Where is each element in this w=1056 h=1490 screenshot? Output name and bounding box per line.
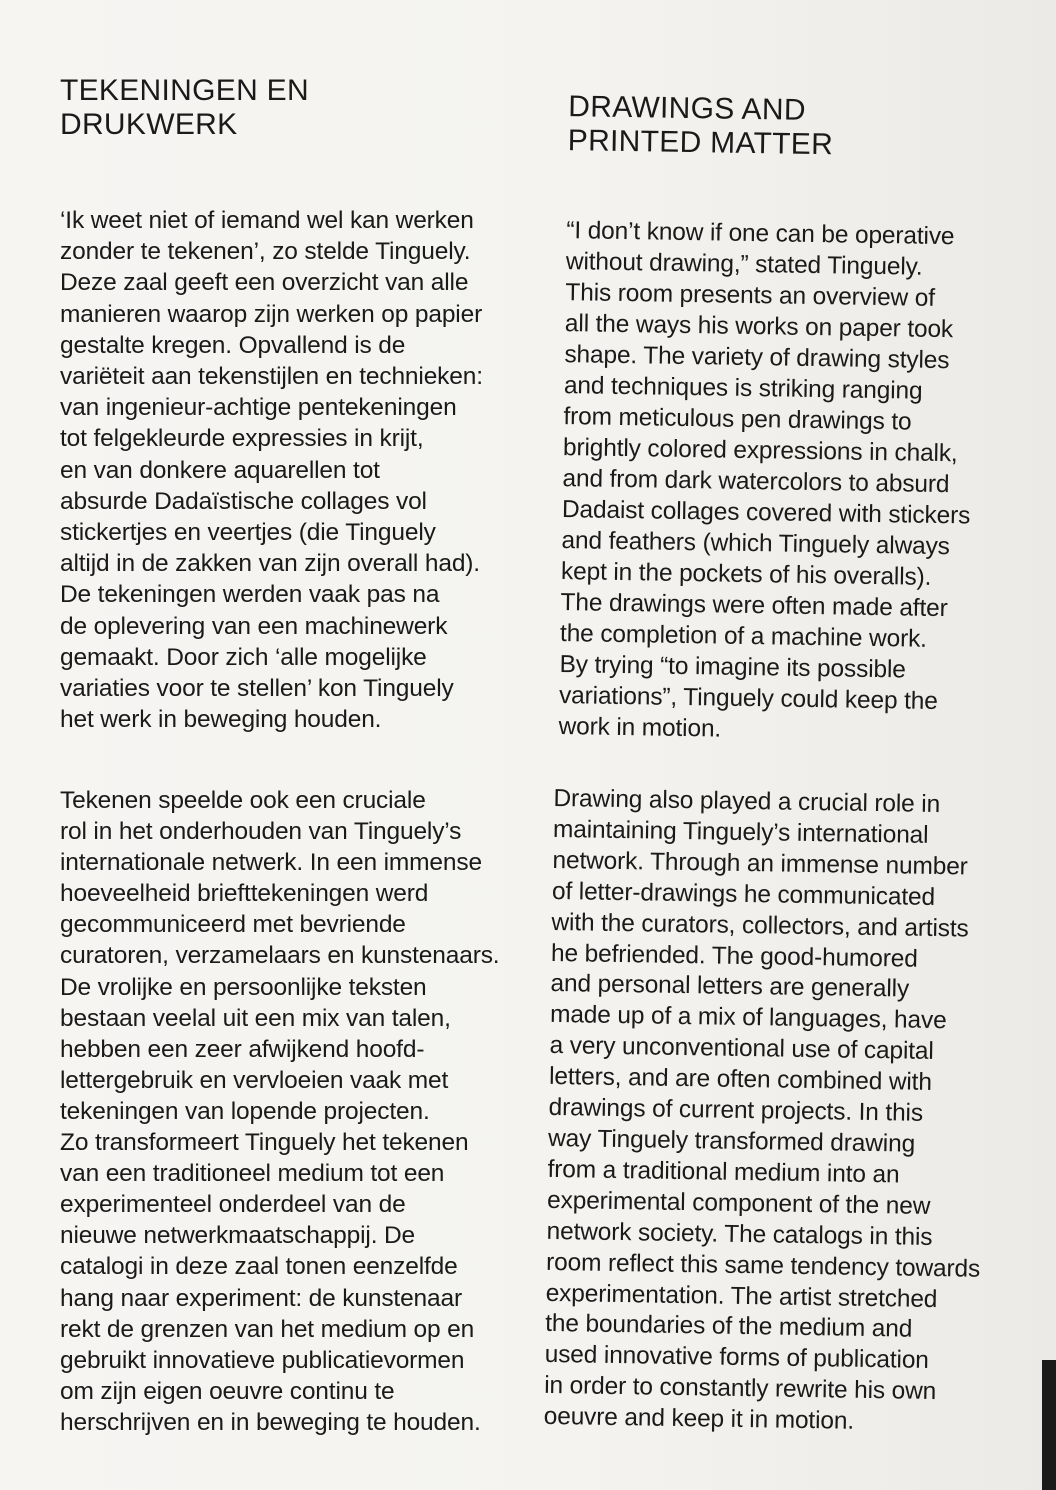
- dutch-title: TEKENINGEN EN DRUKWERK: [60, 74, 309, 141]
- english-paragraph-1: “I don’t know if one can be operative without drawing,” stated Tinguely. This room presents an overview of all the ways his works on paper took shape. The variety of drawing styles and techniques is striking ranging from meticulous pen drawings to brightly colored expressions in chalk, and from dark watercolors to absurd Dadaist collages covered with stickers and feathers (which Tinguely always kept in the pockets of his overalls). The drawings were often made after the completion of a machine work. By trying “to imagine its possible variations”, Tinguely could keep the work in motion.: [558, 217, 971, 743]
- english-paragraph-2: Drawing also played a crucial role in maintaining Tinguely’s international network. Through an immense number of letter-drawings he communicated with the curators, collectors, and artists he befriended. The good-humored and personal letters are generally made up of a mix of languages, have a very unconventional use of capital letters, and are often combined with drawings of current projects. In this way Tinguely transformed drawing from a traditional medium into an experimental component of the new network society. The catalogs in this room reflect this same tendency towards experimentation. The artist stretched the boundaries of the medium and used innovative forms of publication in order to constantly rewrite his own oeuvre and keep it in motion.: [543, 784, 981, 1435]
- dutch-paragraph-1: ‘Ik weet niet of iemand wel kan werken zonder te tekenen’, zo stelde Tinguely. Deze zaal geeft een overzicht van alle manieren waarop zijn werken op papier gestalte kregen. Opvallend is de variëteit aan tekenstijlen en technieken: van ingenieur-achtige pentekeningen tot felgekleurde expressies in krijt, en van donkere aquarellen tot absurde Dadaïstische collages vol stickertjes en veertjes (die Tinguely altijd in de zakken van zijn overall had). De tekeningen werden vaak pas na de oplevering van een machinewerk gemaakt. Door zich ‘alle mogelijke variaties voor te stellen’ kon Tinguely het werk in beweging houden.: [60, 207, 483, 734]
- dutch-paragraph-2: Tekenen speelde ook een cruciale rol in het onderhouden van Tinguely’s internationale netwerk. In een immense hoeveelheid briefttekeningen werd gecommuniceerd met bevriende curatoren, verzamelaars en kunstenaars. De vrolijke en persoonlijke teksten bestaan veelal uit een mix van talen, hebben een zeer afwijkend hoofd- lettergebruik en vervloeien vaak met tekeningen van lopende projecten. Zo transformeert Tinguely het tekenen van een traditioneel medium tot een experimenteel onderdeel van de nieuwe netwerkmaatschappij. De catalogi in deze zaal tonen eenzelfde hang naar experiment: de kunstenaar rekt de grenzen van het medium op en gebruikt innovatieve publicatievormen om zijn eigen oeuvre continu te herschrijven en in beweging te houden.: [60, 787, 500, 1436]
- frame-edge: [1042, 1360, 1056, 1490]
- english-title: DRAWINGS AND PRINTED MATTER: [567, 90, 834, 162]
